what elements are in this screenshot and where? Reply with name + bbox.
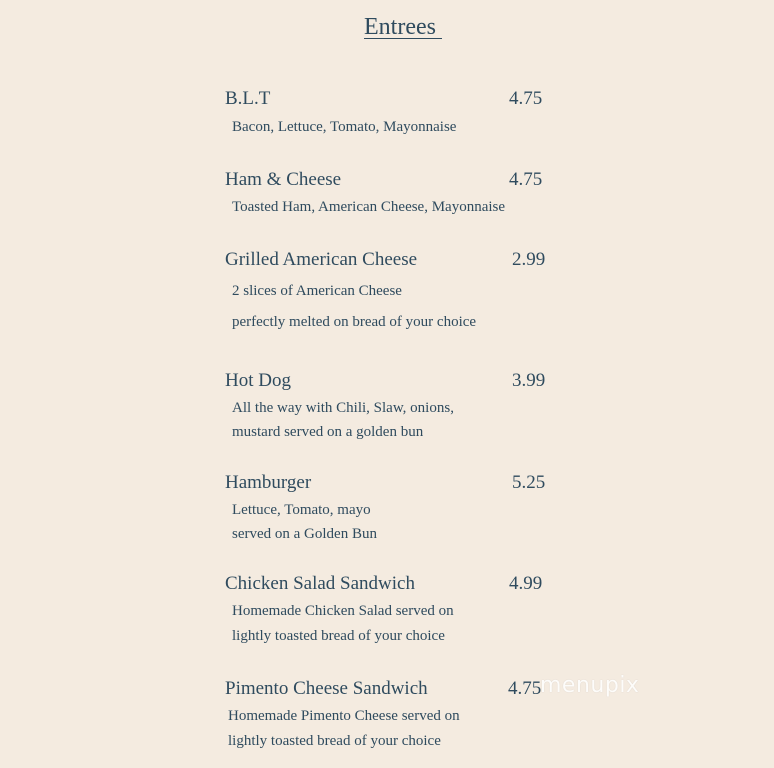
item-description: served on a Golden Bun: [232, 526, 377, 542]
item-description: Bacon, Lettuce, Tomato, Mayonnaise: [232, 119, 457, 135]
item-name: Grilled American Cheese: [225, 249, 418, 270]
menu-title: Entrees: [364, 14, 442, 40]
item-price: 4.75: [508, 678, 542, 699]
item-description: lightly toasted bread of your choice: [228, 733, 441, 749]
item-name: Chicken Salad Sandwich: [225, 573, 415, 594]
item-name: Hamburger: [225, 472, 312, 493]
item-name: Pimento Cheese Sandwich: [225, 678, 428, 699]
item-name: Hot Dog: [225, 370, 291, 391]
item-price: 4.75: [509, 88, 543, 109]
item-description: Lettuce, Tomato, mayo: [232, 502, 371, 518]
item-name: B.L.T: [225, 88, 271, 109]
item-price: 2.99: [512, 249, 546, 270]
item-description: Homemade Chicken Salad served on: [232, 603, 454, 619]
item-price: 4.99: [509, 573, 543, 594]
item-description: All the way with Chili, Slaw, onions,: [232, 400, 454, 416]
menupix-watermark: menupix: [540, 673, 640, 698]
item-description: mustard served on a golden bun: [232, 424, 424, 440]
item-description: lightly toasted bread of your choice: [232, 628, 445, 644]
item-price: 5.25: [512, 472, 546, 493]
item-name: Ham & Cheese: [225, 169, 342, 190]
item-description: perfectly melted on bread of your choice: [232, 314, 477, 330]
item-price: 4.75: [509, 169, 543, 190]
item-price: 3.99: [512, 370, 546, 391]
item-description: 2 slices of American Cheese: [232, 283, 402, 299]
item-description: Homemade Pimento Cheese served on: [228, 708, 460, 724]
item-description: Toasted Ham, American Cheese, Mayonnaise: [232, 199, 506, 215]
